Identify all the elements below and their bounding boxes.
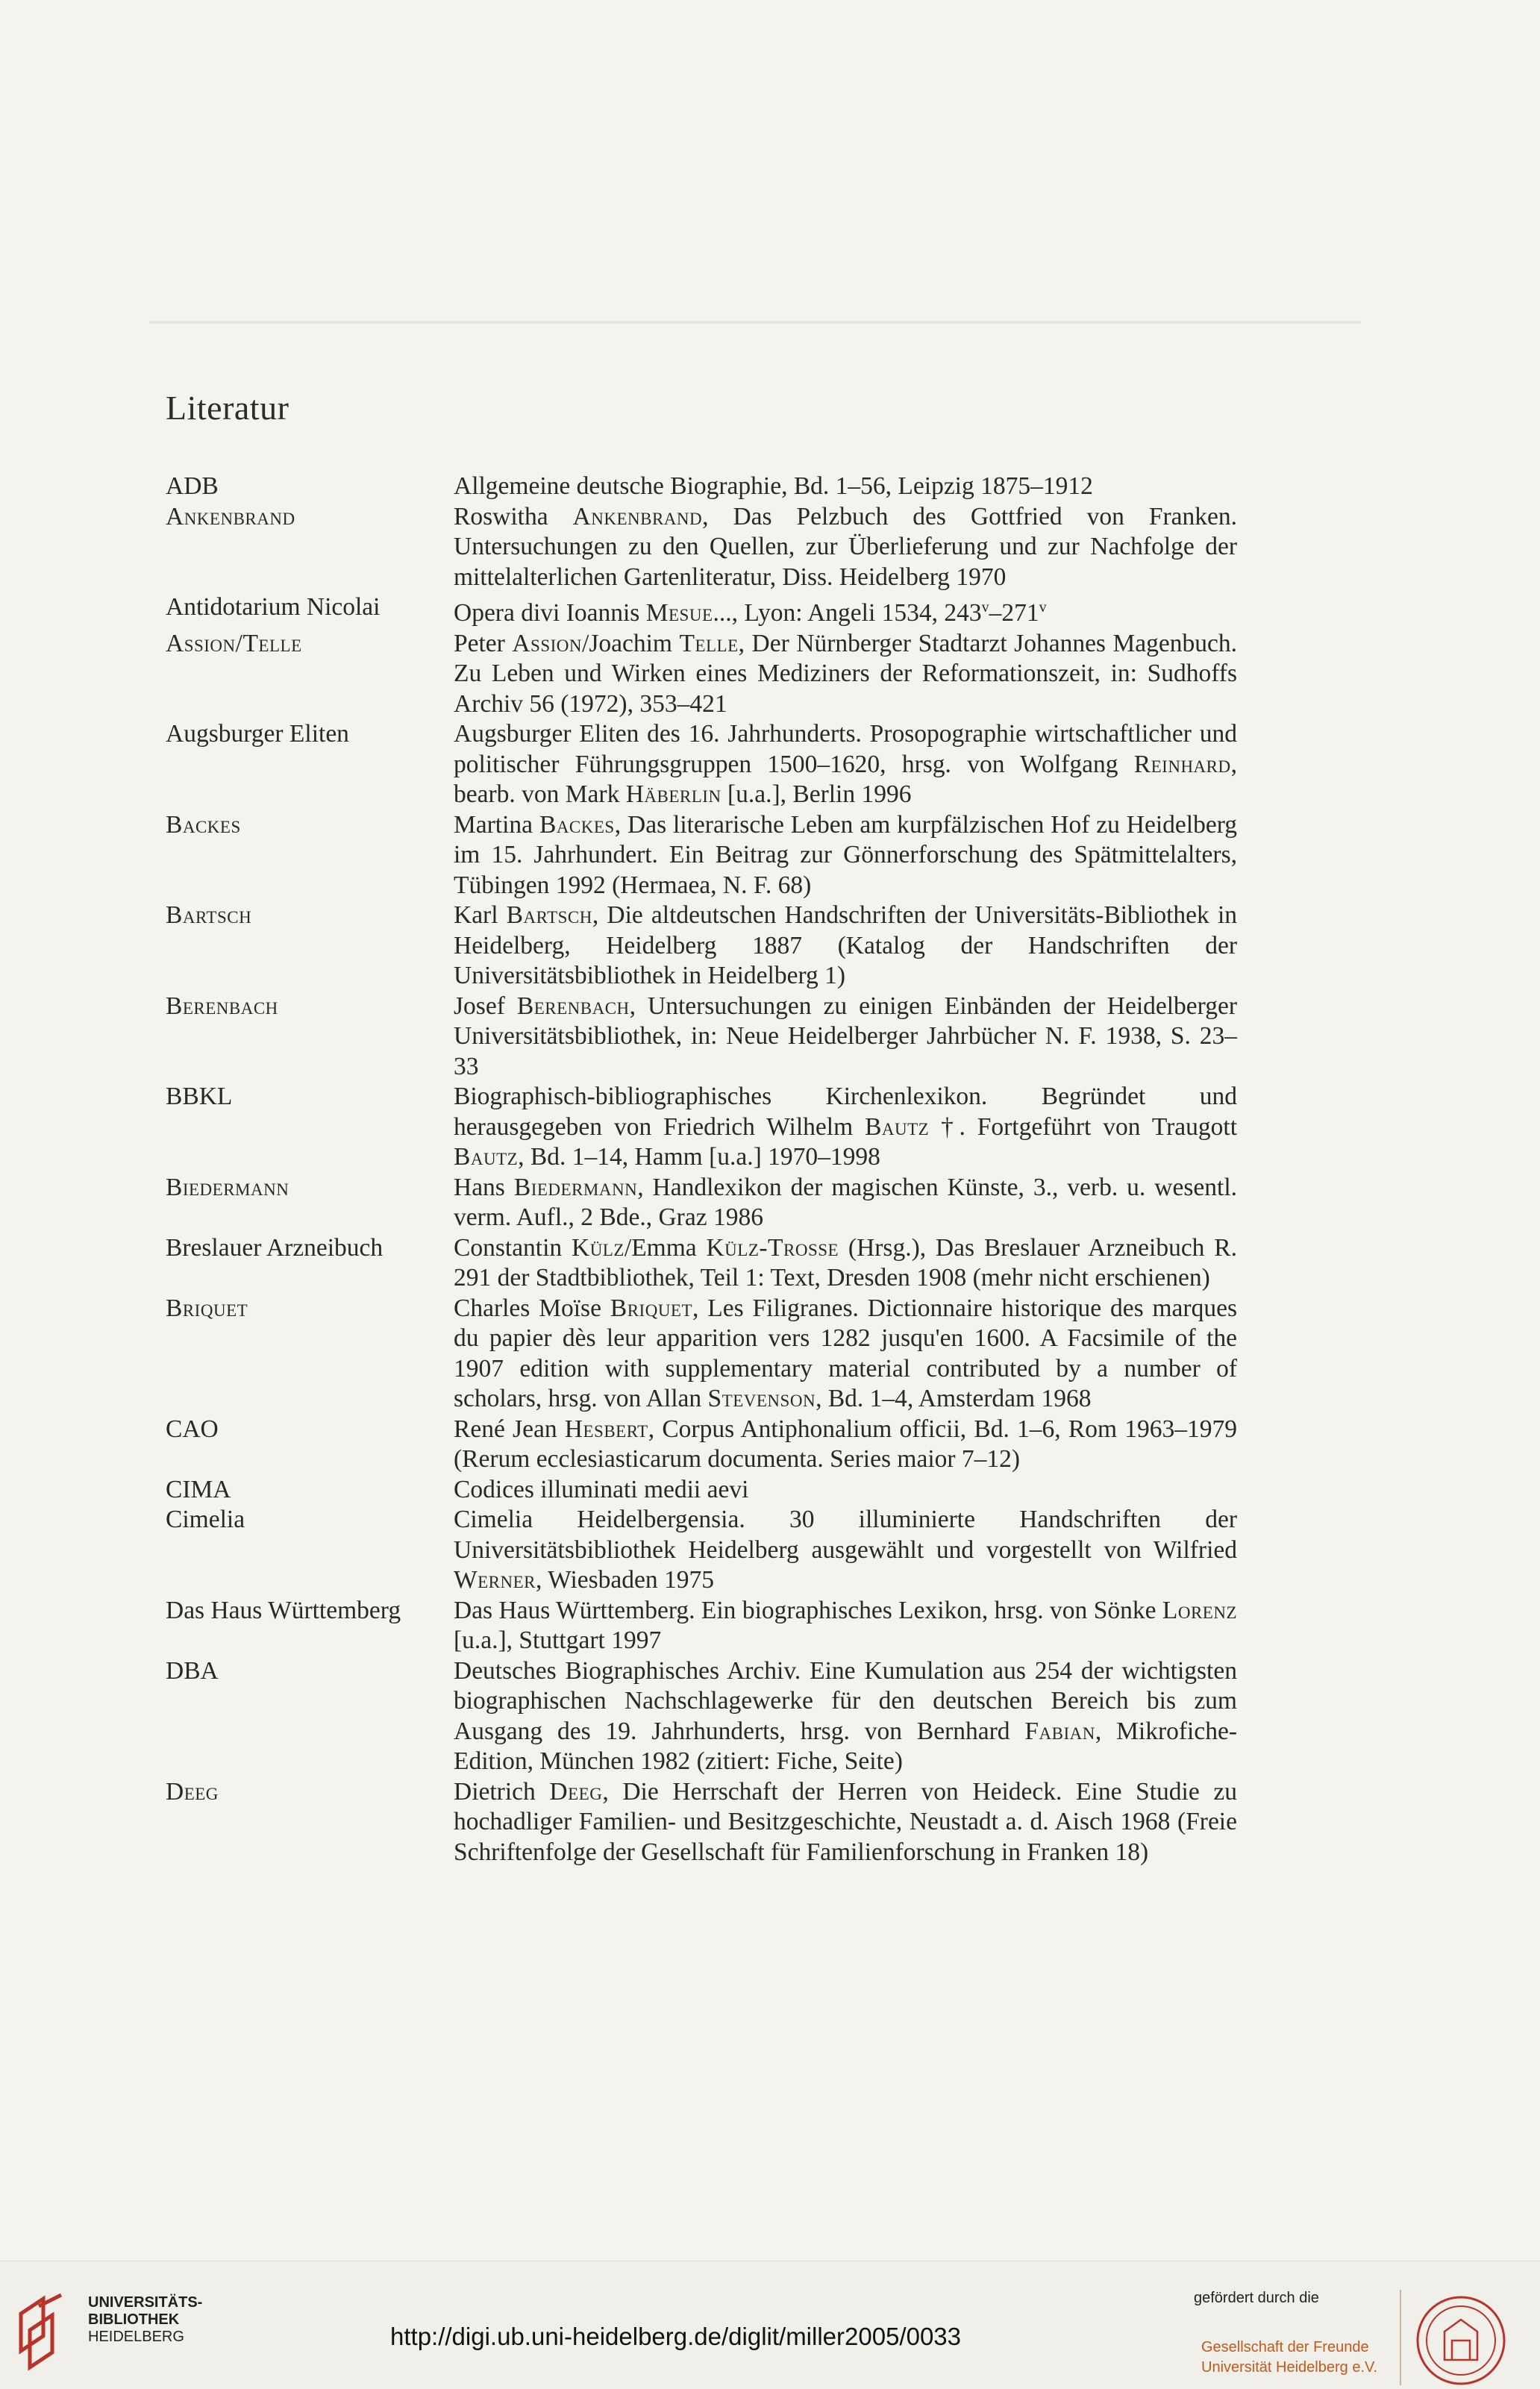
entry-abbreviation: Augsburger Eliten — [166, 720, 349, 748]
entry-abbreviation: Biedermann — [166, 1173, 289, 1201]
entry-abbreviation: Breslauer Arzneibuch — [166, 1233, 384, 1262]
citation-text: v — [1039, 599, 1047, 616]
library-name-line1: UNIVERSITÄTS- — [88, 2294, 203, 2311]
entry-citation — [454, 810, 1237, 901]
citation-text: , Corpus Antiphonalium officii, Bd. 1–6, Rom 1963–1979 (Rerum ecclesiasticarum documenta. Series maior 7–12) — [454, 1415, 1238, 1474]
author-name: Stevenson — [707, 1385, 816, 1413]
entry-abbreviation: Ankenbrand — [166, 502, 295, 530]
bibliography-entry — [166, 1415, 1237, 1475]
citation-text: Deutsches Biographisches Archiv. Eine Kumulation aus 254 der wichtigsten biographischen Nachschlagewerke für den deutschen Bereich bis zum Ausgang des 19. Jahrhunderts, hrsg. von Bernhard — [454, 1656, 1237, 1745]
bibliography-entry — [166, 629, 1237, 720]
entry-abbreviation: CIMA — [166, 1475, 231, 1503]
citation-text: Das Haus Württemberg. Ein biographisches Lexikon, hrsg. von Sönke — [454, 1596, 1162, 1624]
entry-citation — [454, 1475, 1237, 1506]
citation-text: Peter — [454, 629, 513, 657]
entry-citation — [454, 1505, 1237, 1596]
author-name: Mesue — [645, 599, 713, 627]
citation-text: v — [981, 599, 989, 616]
author-name: Häberlin — [625, 780, 722, 809]
bibliography-entry — [166, 1294, 1237, 1415]
entry-abbreviation: DBA — [166, 1656, 219, 1685]
entry-citation — [454, 1656, 1237, 1777]
citation-text: Constantin — [454, 1233, 572, 1262]
entry-citation — [454, 1777, 1237, 1868]
entry-abbreviation: Antidotarium Nicolai — [166, 593, 381, 621]
entry-citation — [454, 1596, 1237, 1656]
author-name: Reinhard — [1133, 750, 1231, 778]
citation-text: , bearb. von Mark — [454, 750, 1237, 809]
library-name — [88, 2294, 202, 2346]
author-name: Werner — [454, 1566, 536, 1594]
bibliography-entry — [166, 810, 1237, 901]
entry-abbreviation: BBKL — [166, 1083, 233, 1111]
citation-text: /Joachim — [582, 629, 680, 657]
author-name: Telle — [679, 629, 739, 657]
bibliography-entry — [166, 901, 1237, 992]
citation-text: Cimelia Heidelbergensia. 30 illuminierte Handschriften der Universitätsbibliothek Heidelberg ausgewählt und vorgestellt von Wilfried — [454, 1506, 1237, 1564]
author-name: Berenbach — [516, 992, 630, 1020]
bibliography-entry — [166, 719, 1237, 810]
citation-text: Josef — [454, 992, 517, 1020]
citation-text: †. Fortgeführt von Traugott — [929, 1112, 1238, 1141]
author-name: Külz — [572, 1233, 625, 1262]
citation-text: , Die Herrschaft der Herren von Heideck. Eine Studie zu hochadliger Familien- und Besitzgeschichte, Neustadt a. d. Aisch 1968 (Freie Schriftenfolge der Gesellschaft für Familienforschung in Franken 18) — [454, 1777, 1237, 1866]
citation-text: , Das Pelzbuch des Gottfried von Franken. Untersuchungen zu den Quellen, zur Überlieferung und zur Nachfolge der mittelalterlichen Gartenliteratur, Diss. Heidelberg 1970 — [454, 502, 1238, 591]
entry-abbreviation: Bartsch — [166, 901, 252, 930]
citation-text: [u.a.], Berlin 1996 — [721, 780, 912, 809]
citation-text: , Bd. 1–14, Hamm [u.a.] 1970–1998 — [518, 1143, 880, 1171]
citation-text: Martina — [454, 810, 539, 839]
author-name: Külz-Trosse — [706, 1233, 839, 1262]
funded-by-text: gefördert durch die — [1194, 2290, 1319, 2306]
bibliography-entry — [166, 1505, 1237, 1596]
bibliography-entry — [166, 992, 1237, 1083]
author-name: Bautz — [454, 1143, 519, 1171]
bibliography-entry — [166, 1082, 1237, 1173]
citation-text: Codices illuminati medii aevi — [454, 1475, 749, 1503]
citation-text: Hans — [454, 1173, 514, 1201]
citation-text: Opera divi Ioannis — [454, 599, 646, 627]
library-name-line2: BIBLIOTHEK — [88, 2311, 180, 2328]
entry-citation — [454, 629, 1237, 720]
entry-abbreviation: CAO — [166, 1415, 219, 1443]
society-name — [1201, 2338, 1377, 2378]
entry-citation — [454, 1294, 1237, 1415]
author-name: Bautz — [865, 1112, 930, 1141]
citation-text: , Die altdeutschen Handschriften der Universitäts-Bibliothek in Heidelberg, Heidelberg 1887 (Katalog der Handschriften der Universitätsbibliothek in Heidelberg 1) — [454, 901, 1237, 990]
citation-text: Allgemeine deutsche Biographie, Bd. 1–56, Leipzig 1875–1912 — [454, 472, 1093, 500]
bibliography-entry — [166, 1173, 1237, 1233]
citation-text: René Jean — [454, 1415, 565, 1443]
entry-citation — [454, 992, 1237, 1083]
bleed-through-shadow — [149, 321, 1361, 324]
entry-citation — [454, 472, 1237, 502]
entry-abbreviation: Briquet — [166, 1294, 248, 1322]
bibliography-entry — [166, 592, 1237, 629]
bibliography-entry — [166, 502, 1237, 593]
society-name-line1: Gesellschaft der Freunde — [1201, 2339, 1369, 2355]
author-name: Bartsch — [506, 901, 592, 930]
author-name: Hesbert — [564, 1415, 648, 1443]
bibliography-entry — [166, 1475, 1237, 1506]
bibliography-entry — [166, 1233, 1237, 1294]
entry-citation — [454, 719, 1237, 810]
bibliography-entry — [166, 472, 1237, 502]
entry-abbreviation: Berenbach — [166, 992, 278, 1020]
author-name: Deeg — [549, 1777, 603, 1806]
entry-citation — [454, 592, 1237, 629]
footer-divider — [1400, 2290, 1401, 2385]
citation-text: , Untersuchungen zu einigen Einbänden der Heidelberger Universitätsbibliothek, in: Neue Heidelberger Jahrbücher N. F. 1938, S. 23–33 — [454, 992, 1237, 1080]
author-name: Backes — [539, 810, 615, 839]
document-url-link[interactable]: http://digi.ub.uni-heidelberg.de/diglit/miller2005/0033 — [390, 2323, 962, 2350]
page-heading: Literatur — [166, 389, 289, 427]
entry-abbreviation: Das Haus Württemberg — [166, 1596, 401, 1624]
entry-abbreviation: Deeg — [166, 1777, 219, 1806]
citation-text: Biographisch-bibliographisches Kirchenlexikon. Begründet und herausgegeben von Friedrich Wilhelm — [454, 1083, 1237, 1141]
footer-bar — [0, 2261, 1540, 2389]
entry-citation — [454, 901, 1237, 992]
citation-text: , Mikrofiche-Edition, München 1982 (zitiert: Fiche, Seite) — [454, 1717, 1237, 1776]
citation-text: Roswitha — [454, 502, 573, 530]
author-name: Briquet — [610, 1294, 693, 1322]
entry-citation — [454, 1415, 1237, 1475]
author-name: Assion — [512, 629, 583, 657]
citation-text: , Les Filigranes. Dictionnaire historique des marques du papier dès leur apparition vers 1282 jusqu'en 1600. A Facsimile of the 1907 edition with supplementary material contributed by a number of scholars, hrsg. von Allan — [454, 1294, 1237, 1413]
citation-text: , Das literarische Leben am kurpfälzischen Hof zu Heidelberg im 15. Jahrhundert. Ein Beitrag zur Gönnerforschung des Spätmittelalters, Tübingen 1992 (Hermaea, N. F. 68) — [454, 810, 1238, 899]
citation-text: Dietrich — [454, 1777, 550, 1806]
university-seal-icon — [1415, 2294, 1507, 2387]
citation-text: /Emma — [624, 1233, 707, 1262]
entry-citation — [454, 502, 1237, 593]
bibliography-list — [166, 472, 1237, 1867]
bibliography-entry — [166, 1777, 1237, 1868]
entry-citation — [454, 1082, 1237, 1173]
bibliography-entry — [166, 1596, 1237, 1656]
entry-abbreviation: Assion/Telle — [166, 629, 302, 657]
citation-text: Charles Moïse — [454, 1294, 610, 1322]
citation-text: Augsburger Eliten des 16. Jahrhunderts. Prosopographie wirtschaftlicher und politischer Führungsgruppen 1500–1620, hrsg. von Wolfgang — [454, 720, 1237, 778]
entry-citation — [454, 1233, 1237, 1294]
entry-abbreviation: ADB — [166, 472, 219, 500]
citation-text: , Handlexikon der magischen Künste, 3., verb. u. wesentl. verm. Aufl., 2 Bde., Graz 1986 — [454, 1173, 1238, 1232]
bibliography-entry — [166, 1656, 1237, 1777]
university-library-logo-icon — [13, 2291, 81, 2373]
citation-text: , Bd. 1–4, Amsterdam 1968 — [816, 1385, 1092, 1413]
entry-abbreviation: Backes — [166, 810, 241, 839]
entry-abbreviation: Cimelia — [166, 1506, 245, 1534]
society-name-line2: Universität Heidelberg e.V. — [1201, 2359, 1378, 2376]
author-name: Lorenz — [1162, 1596, 1237, 1624]
citation-text: , Wiesbaden 1975 — [536, 1566, 715, 1594]
citation-text: [u.a.], Stuttgart 1997 — [454, 1626, 662, 1655]
citation-text: –271 — [989, 599, 1039, 627]
library-name-line3: HEIDELBERG — [88, 2329, 184, 2345]
citation-text: ..., Lyon: Angeli 1534, 243 — [713, 599, 982, 627]
author-name: Ankenbrand — [572, 502, 703, 530]
author-name: Biedermann — [513, 1173, 638, 1201]
citation-text: Karl — [454, 901, 507, 930]
entry-citation — [454, 1173, 1237, 1233]
citation-text: (Hrsg.), Das Breslauer Arzneibuch R. 291 der Stadtbibliothek, Teil 1: Text, Dresden 1908 (mehr nicht erschienen) — [454, 1233, 1237, 1292]
citation-text: , Der Nürnberger Stadtarzt Johannes Magenbuch. Zu Leben und Wirken eines Mediziners der Reformationszeit, in: Sudhoffs Archiv 56 (1972), 353–421 — [454, 629, 1238, 718]
author-name: Fabian — [1024, 1717, 1095, 1745]
